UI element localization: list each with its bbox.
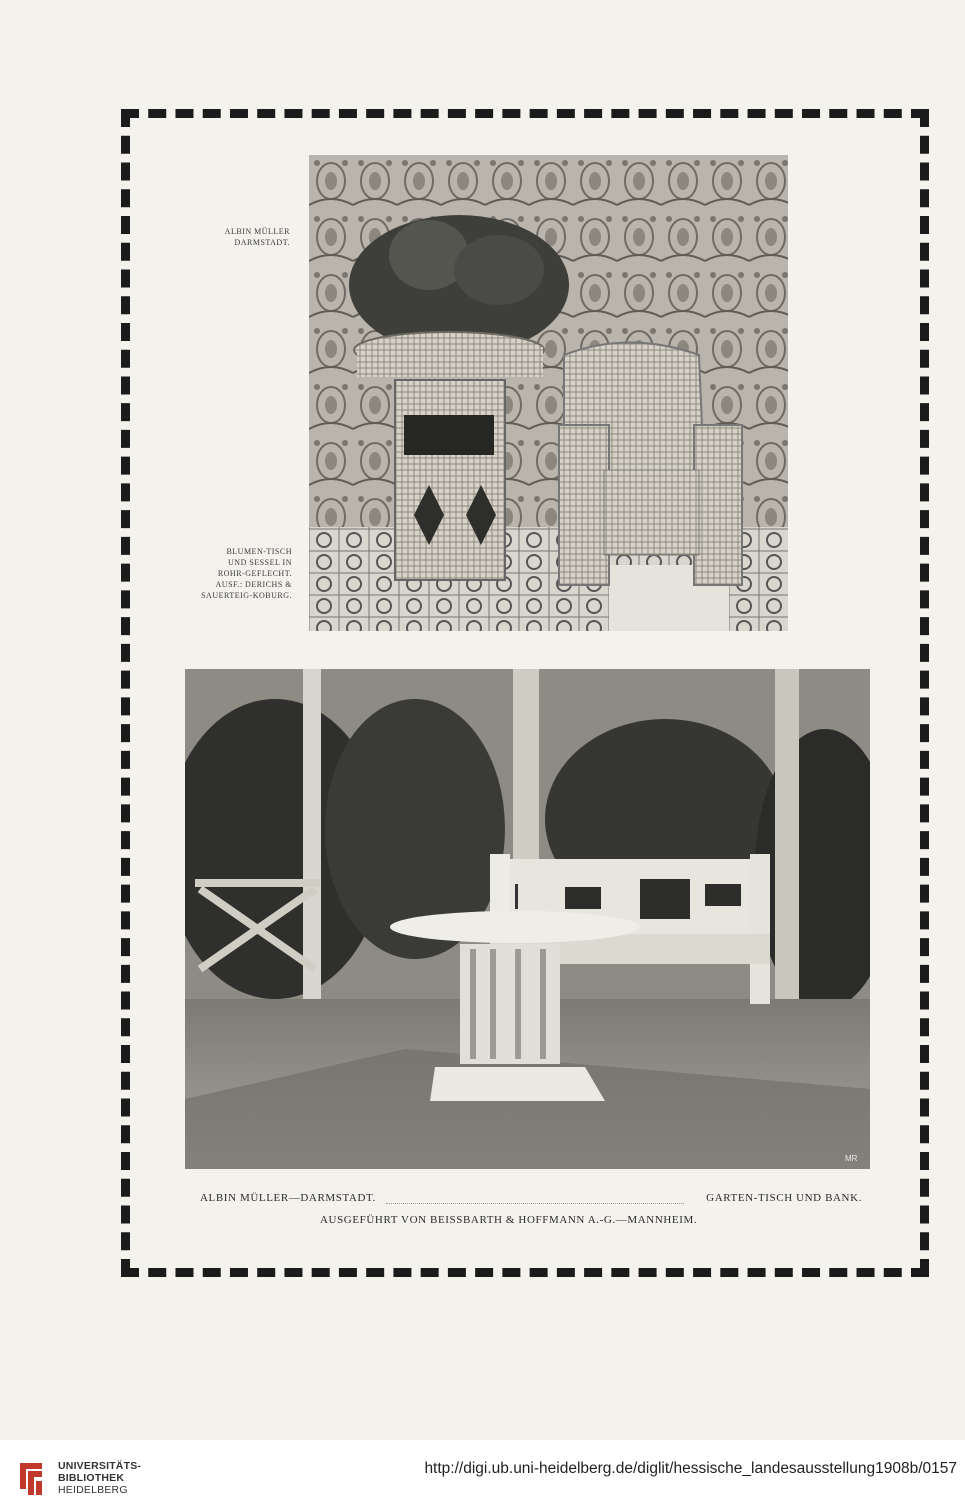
side-caption-line5: SAUERTEIG-KOBURG. bbox=[201, 591, 292, 600]
top-photo-caption bbox=[196, 226, 290, 248]
library-footer bbox=[0, 1440, 965, 1511]
side-caption-line2: UND SESSEL IN bbox=[228, 558, 292, 567]
source-url-link[interactable]: http://digi.ub.uni-heidelberg.de/diglit/hessische_landesausstellung1908b/0157 bbox=[424, 1460, 957, 1477]
bottom-caption-left: ALBIN MÜLLER—DARMSTADT. bbox=[200, 1192, 376, 1204]
logo-line1: UNIVERSITÄTS- bbox=[58, 1460, 142, 1472]
top-caption-line1: ALBIN MÜLLER bbox=[224, 227, 290, 236]
caption-dot-leader bbox=[386, 1203, 684, 1204]
top-caption-line2: DARMSTADT. bbox=[234, 238, 290, 247]
side-caption-line4: AUSF.: DERICHS & bbox=[215, 580, 292, 589]
wicker-furniture-photo bbox=[309, 155, 788, 631]
library-logo-text bbox=[58, 1460, 141, 1496]
side-caption-line1: BLUMEN-TISCH bbox=[226, 547, 292, 556]
bottom-caption-center: AUSGEFÜHRT VON BEISSBARTH & HOFFMANN A.-G.—MANNHEIM. bbox=[320, 1214, 698, 1226]
photo-monogram: MR bbox=[845, 1154, 858, 1163]
garden-table-bench-photo bbox=[185, 669, 870, 1169]
logo-line2: BIBLIOTHEK bbox=[58, 1472, 125, 1484]
logo-line3: HEIDELBERG bbox=[58, 1484, 128, 1496]
side-photo-caption bbox=[176, 546, 292, 601]
side-caption-line3: ROHR-GEFLECHT. bbox=[217, 569, 292, 578]
bottom-caption-right: GARTEN-TISCH UND BANK. bbox=[706, 1192, 862, 1204]
university-library-logo-icon bbox=[14, 1459, 48, 1499]
